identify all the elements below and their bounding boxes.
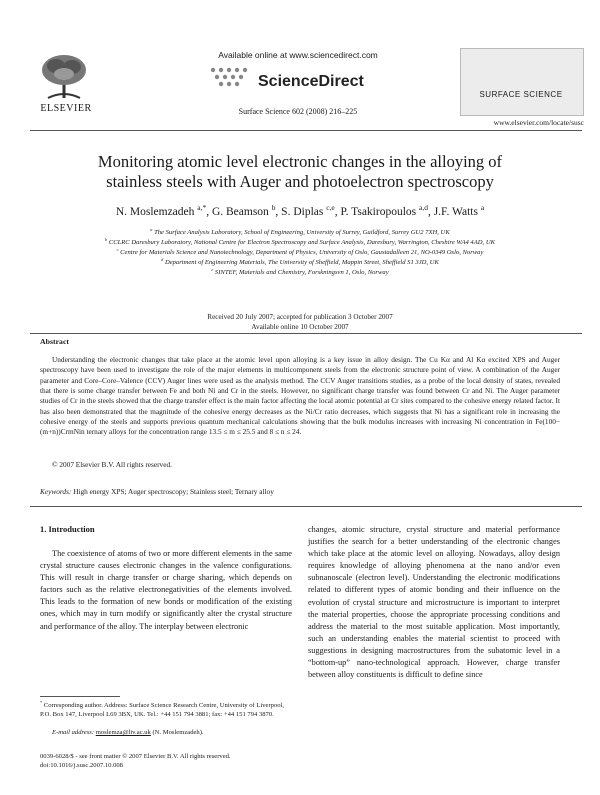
copyright-notice: © 2007 Elsevier B.V. All rights reserved. — [52, 460, 172, 469]
abstract-divider-top — [30, 333, 582, 334]
author-list: N. Moslemzadeh $^{a,*}$, G. Beamson $^b$, S. Diplas $^{c,e}$, P. Tsakiropoulos $^{a,d}$, J.F. Watts $^a$ — [115, 203, 485, 218]
issn-doi-block: 0039-6028/$ - see front matter © 2007 Elsevier B.V. All rights reserved. doi:10.1016/j.susc.2007.10.008 — [40, 752, 400, 771]
abstract-text: Understanding the electronic changes that take place at the atomic level upon alloying is a key issue in alloy design. The Cu Kα and Al Kα excited XPS and Auger spectroscopy have been used to investigate the role of the major elements in multicomponent steels from the electronic structure point of view. A combination of the Auger parameter and Core–Core–Valence (CCV) Auger lines were used as the analysis method. The CCV Auger transitions studies, as a probe of the local density of states, revealed that there is some charge transfer between Fe and both Ni and Cr in the steels. However, no significant charge transfer was found between Cr and Ni. The Auger parameter studies of Cr in the steels showed that the charge transfer effect is the main factor affecting the local atomic potential at Cr sites compared to the cohesive energy related factor. It has also been demonstrated that the magnitude of the cohesive energy decreases as the Ni/Cr ratio decreases, which suggests that Ni has a significant role in increasing the cohesive energy of the steels and supports previous quantum mechanical calculations showing that the bulk modulus increases with increasing Ni concentration in Fe(100−(m+n))CrmNin ternary alloys for the concentration range 13.5 ≤ m ≤ 25.5 and 8 ≤ n ≤ 24. — [40, 355, 560, 437]
affiliation-d: $^d$ Department of Engineering Materials, The University of Sheffield, Mappin Street, Sheffield S1 3JD, UK — [161, 256, 439, 266]
elsevier-tree-logo — [34, 52, 94, 102]
corresponding-author-footnote: * Corresponding author. Address: Surface Science Research Centre, University of Liverpool, P.O. Box 147, Liverpool L69 3BX, UK. Tel.: +44 151 794 3881; fax: +44 151 794 3870. — [40, 699, 285, 719]
author-email: E-mail address: moslemza@liv.ac.uk (N. Moslemzadeh). — [52, 729, 204, 736]
journal-url-link[interactable]: www.elsevier.com/locate/susc — [493, 118, 584, 127]
journal-cover-thumbnail — [460, 48, 584, 116]
publisher-name: ELSEVIER — [40, 103, 92, 114]
intro-paragraph-right: changes, atomic structure, crystal structure and material performance justifies the search for a better understanding of the electronic changes which take place at the atomic level on alloying. Nowadays, alloy design requires knowledge of alloying phenomena at the nano and/or even subnanoscale (electron level). Understanding the electronic modifications related to different types of atomic bonding and their influence on the evolution of crystal structure and microstructure is important to interpret the material properties, choose the appropriate processing conditions and address the material to the most suitable application. Most importantly, such an understanding enables the material scientist to proceed with suggestions in designing macrostructures from the subatomic level in a “bottom-up” nano-technological approach. However, charge transfer between alloy constituents is difficult to define since — [308, 525, 560, 680]
sciencedirect-wordmark: ScienceDirect — [258, 73, 364, 90]
doi-link[interactable]: doi:10.1016/j.susc.2007.10.008 — [40, 762, 123, 770]
email-link[interactable]: moslemza@liv.ac.uk — [95, 729, 151, 736]
abstract-divider-bottom — [30, 506, 582, 507]
available-online-text[interactable]: Available online at www.sciencedirect.com — [218, 50, 378, 60]
footnote-divider — [40, 696, 120, 697]
article-dates: Received 20 July 2007; accepted for publication 3 October 2007 Available online 10 October 2007 — [207, 313, 393, 331]
header-divider — [30, 130, 582, 131]
keywords: Keywords: High energy XPS; Auger spectroscopy; Stainless steel; Ternary alloy — [40, 487, 274, 496]
journal-cover-title: SURFACE SCIENCE — [479, 90, 563, 99]
affiliation-e: $^e$ SINTEF, Materials and Chemistry, Forskningsvn 1, Oslo, Norway — [211, 266, 389, 276]
journal-reference: Surface Science 602 (2008) 216–225 — [238, 107, 358, 116]
affiliation-b: $^b$ CCLRC Daresbury Laboratory, National Centre for Electron Spectroscopy and Surface Analysis, Daresbury, Warrington, Cheshire WA4 4AD, UK — [105, 236, 495, 246]
article-title: Monitoring atomic level electronic changes in the alloying of stainless steels with Auger and photoelectron spectroscopy — [97, 152, 503, 191]
intro-paragraph-left: The coexistence of atoms of two or more different elements in the same crystal structure causes electronic changes in the valence configurations. This will result in charge transfer or charge sharing, which depends on factors such as the relative electronegativities of the elements involved. This leads to the formation of new bonds or modification of the existing ones, which may in turn modify or significantly alter the crystal structure and performance of the alloy. The interplay between electronic — [40, 549, 292, 631]
affiliation-a: $^a$ The Surface Analysis Laboratory, School of Engineering, University of Surrey, Guildford, Surrey GU2 7XH, UK — [150, 226, 450, 236]
section-heading-introduction: 1. Introduction — [40, 524, 95, 534]
abstract-heading: Abstract — [40, 337, 70, 346]
affiliation-c: $^c$ Centre for Materials Science and Nanotechnology, Department of Physics, University of Oslo, Gaustadalleen 21, NO-0349 Oslo, Norway — [116, 246, 484, 256]
